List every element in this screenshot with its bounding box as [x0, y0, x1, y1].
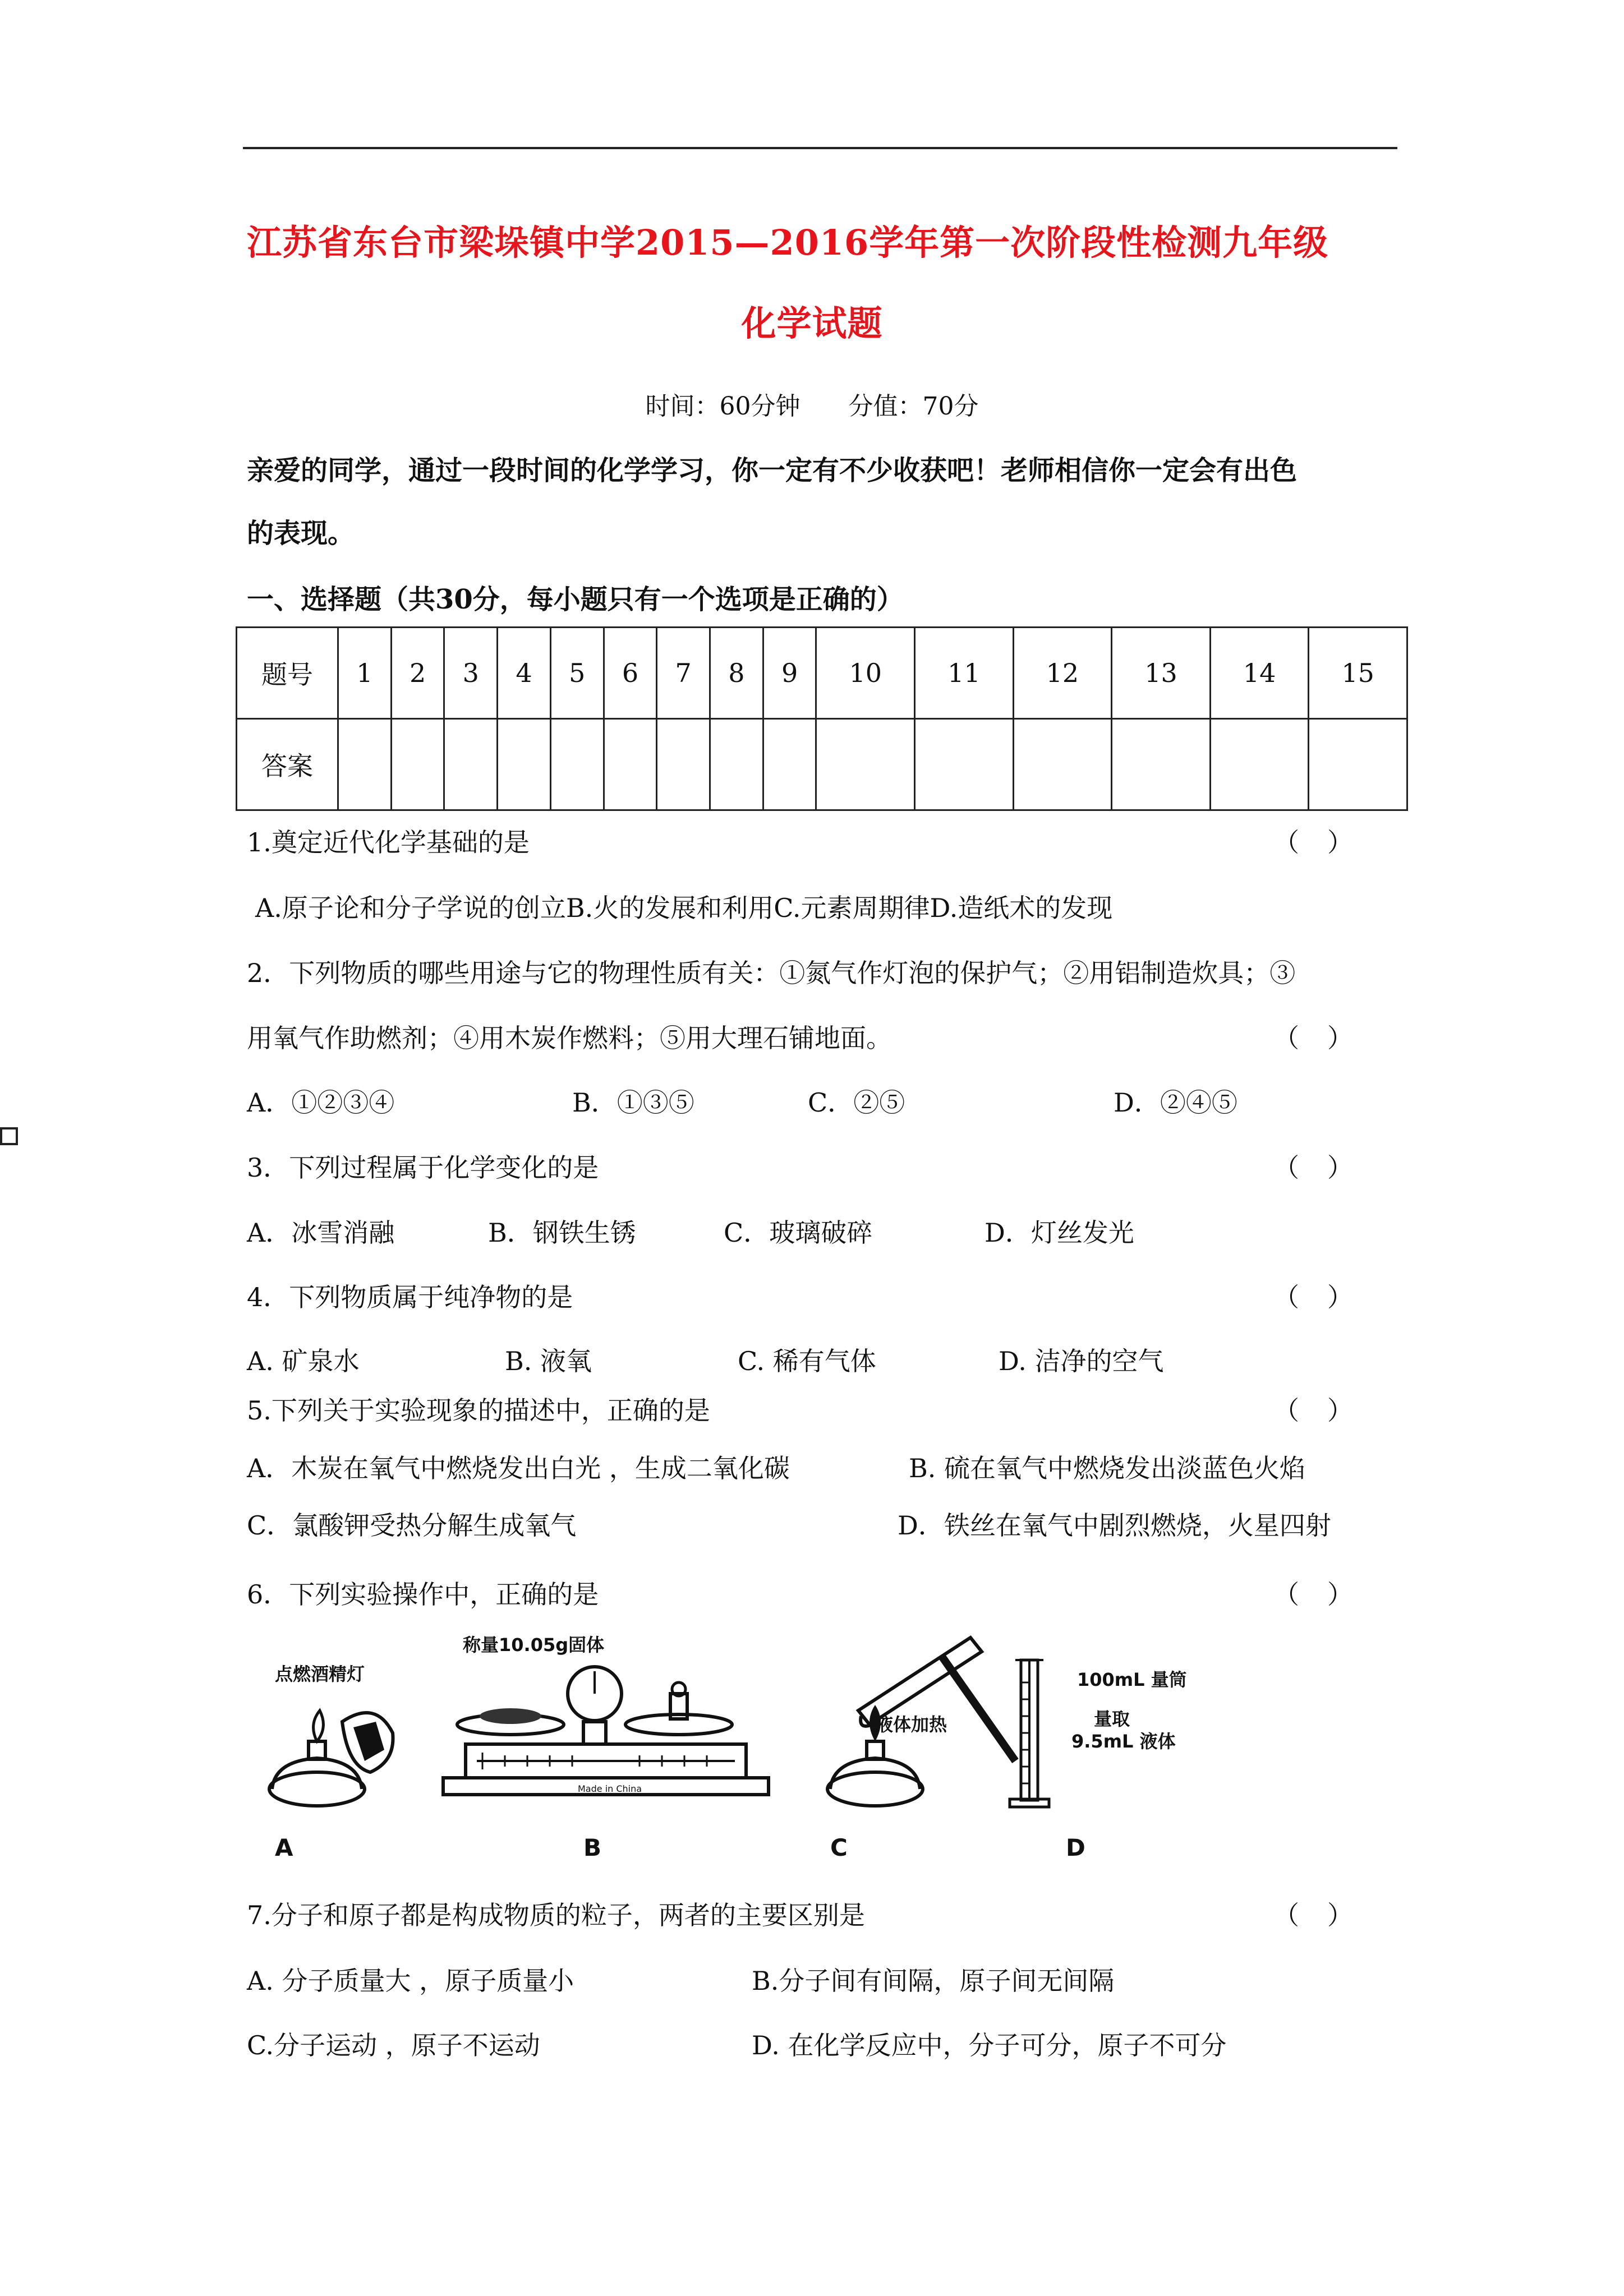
- table-cell-number: 15: [1309, 628, 1407, 719]
- question-5-option-d: D．铁丝在氧气中剧烈燃烧，火星四射: [898, 1510, 1331, 1541]
- question-3-option-c: C．玻璃破碎: [724, 1218, 873, 1248]
- lab-operations-figure: [247, 1626, 1402, 1868]
- exam-title-line2: 化学试题: [741, 303, 883, 344]
- question-6-stem: 6．下列实验操作中，正确的是: [247, 1579, 599, 1610]
- figure-c-caption: 液体加热: [875, 1714, 947, 1735]
- question-2-option-a: A．①②③④: [247, 1087, 395, 1118]
- question-3-stem: 3．下列过程属于化学变化的是: [247, 1152, 599, 1183]
- question-3-option-a: A．冰雪消融: [247, 1218, 395, 1248]
- table-cell-number: 6: [604, 628, 657, 719]
- answer-cell[interactable]: [1309, 719, 1407, 810]
- table-cell-number: 3: [444, 628, 498, 719]
- question-7-option-b: B.分子间有间隔，原子间无间隔: [752, 1966, 1115, 1996]
- table-cell-number: 4: [498, 628, 551, 719]
- answer-cell[interactable]: [604, 719, 657, 810]
- answer-cell[interactable]: [1013, 719, 1112, 810]
- balance-small-text: Made in China: [578, 1783, 642, 1794]
- answer-cell[interactable]: [915, 719, 1014, 810]
- figure-label-b: B: [583, 1834, 602, 1861]
- question-5-option-a: A．木炭在氧气中燃烧发出白光 ，生成二氧化碳: [247, 1453, 790, 1483]
- answer-cell[interactable]: [1210, 719, 1309, 810]
- figure-d-caption-2: 量取: [1094, 1708, 1130, 1730]
- answer-table-answer-row: [237, 719, 1407, 810]
- question-2-option-c: C．②⑤: [808, 1087, 905, 1118]
- margin-checkbox: [0, 1127, 18, 1145]
- table-cell-number: 14: [1210, 628, 1309, 719]
- answer-bracket: （ ）: [1273, 1900, 1353, 1930]
- answer-table: [236, 626, 1408, 811]
- exam-score: 分值：70分: [848, 392, 979, 421]
- answer-cell[interactable]: [444, 719, 498, 810]
- question-3-option-d: D．灯丝发光: [984, 1218, 1134, 1248]
- question-1-options: A.原子论和分子学说的创立B.火的发展和利用C.元素周期律D.造纸术的发现: [255, 893, 1113, 923]
- question-4-option-b: B. 液氧: [505, 1346, 592, 1376]
- table-cell-number: 8: [710, 628, 763, 719]
- question-5-stem: 5.下列关于实验现象的描述中，正确的是: [247, 1395, 710, 1426]
- table-cell-number: 13: [1112, 628, 1211, 719]
- question-7-option-a: A. 分子质量大 ，原子质量小: [247, 1966, 574, 1996]
- header-rule: [243, 147, 1397, 149]
- answer-cell[interactable]: [763, 719, 816, 810]
- exam-title-line1: 江苏省东台市梁垛镇中学2015—2016学年第一次阶段性检测九年级: [247, 222, 1329, 263]
- question-2-option-d: D．②④⑤: [1114, 1087, 1237, 1118]
- answer-bracket: （ ）: [1273, 1023, 1353, 1053]
- answer-bracket: （ ）: [1273, 827, 1353, 857]
- figure-label-c: C: [830, 1834, 848, 1861]
- answer-cell[interactable]: [391, 719, 444, 810]
- answer-cell[interactable]: [550, 719, 604, 810]
- table-header-number: 题号: [237, 628, 338, 719]
- answer-bracket: （ ）: [1273, 1152, 1353, 1183]
- figure-label-a: A: [275, 1834, 293, 1861]
- question-7-option-d: D. 在化学反应中，分子可分，原子不可分: [752, 2030, 1227, 2060]
- answer-cell[interactable]: [710, 719, 763, 810]
- figure-a-caption: 点燃酒精灯: [275, 1663, 365, 1685]
- alcohol-lamp-a-drawing: [264, 1688, 410, 1817]
- question-5-option-c: C．氯酸钾受热分解生成氧气: [247, 1510, 577, 1541]
- question-7-option-c: C.分子运动 ，原子不运动: [247, 2030, 540, 2060]
- question-3-option-b: B．钢铁生锈: [488, 1218, 636, 1248]
- question-2-stem-line1: 2．下列物质的哪些用途与它的物理性质有关：①氮气作灯泡的保护气；②用铝制造炊具；③: [247, 958, 1296, 988]
- exam-time: 时间：60分钟: [645, 392, 801, 421]
- question-4-option-c: C. 稀有气体: [738, 1346, 876, 1376]
- intro-line2: 的表现。: [247, 518, 355, 549]
- answer-bracket: （ ）: [1273, 1579, 1353, 1610]
- question-2-option-b: B．①③⑤: [572, 1087, 694, 1118]
- figure-d-caption-1: 100mL 量筒: [1077, 1669, 1187, 1690]
- table-cell-number: 7: [657, 628, 710, 719]
- figure-label-d: D: [1066, 1834, 1085, 1861]
- answer-cell[interactable]: [816, 719, 915, 810]
- question-5-option-b: B. 硫在氧气中燃烧发出淡蓝色火焰: [909, 1453, 1306, 1483]
- exam-meta: [0, 386, 1624, 422]
- table-cell-number: 10: [816, 628, 915, 719]
- answer-cell[interactable]: [498, 719, 551, 810]
- answer-cell[interactable]: [657, 719, 710, 810]
- answer-table-number-row: [237, 628, 1407, 719]
- question-4-stem: 4．下列物质属于纯净物的是: [247, 1282, 573, 1312]
- question-2-stem-line2: 用氧气作助燃剂；④用木炭作燃料；⑤用大理石铺地面。: [247, 1023, 892, 1053]
- figure-b-caption: 称量10.05g固体: [463, 1634, 605, 1656]
- table-cell-number: 5: [550, 628, 604, 719]
- table-cell-number: 12: [1013, 628, 1112, 719]
- table-cell-number: 1: [338, 628, 392, 719]
- table-cell-number: 2: [391, 628, 444, 719]
- table-cell-number: 9: [763, 628, 816, 719]
- figure-d-caption-3: 9.5mL 液体: [1071, 1731, 1176, 1752]
- answer-bracket: （ ）: [1273, 1395, 1353, 1426]
- table-cell-number: 11: [915, 628, 1014, 719]
- table-header-answer: 答案: [237, 719, 338, 810]
- question-4-option-d: D. 洁净的空气: [999, 1346, 1164, 1376]
- intro-line1: 亲爱的同学，通过一段时间的化学学习，你一定有不少收获吧！老师相信你一定会有出色: [247, 455, 1298, 486]
- answer-bracket: （ ）: [1273, 1282, 1353, 1312]
- question-4-option-a: A. 矿泉水: [247, 1346, 360, 1376]
- question-1-stem: 1.奠定近代化学基础的是: [247, 827, 530, 857]
- cylinder-d-drawing: [1004, 1654, 1071, 1817]
- section-title: 一、选择题（共30分，每小题只有一个选项是正确的）: [247, 584, 904, 615]
- question-7-stem: 7.分子和原子都是构成物质的粒子，两者的主要区别是: [247, 1900, 865, 1930]
- answer-cell[interactable]: [338, 719, 392, 810]
- answer-cell[interactable]: [1112, 719, 1211, 810]
